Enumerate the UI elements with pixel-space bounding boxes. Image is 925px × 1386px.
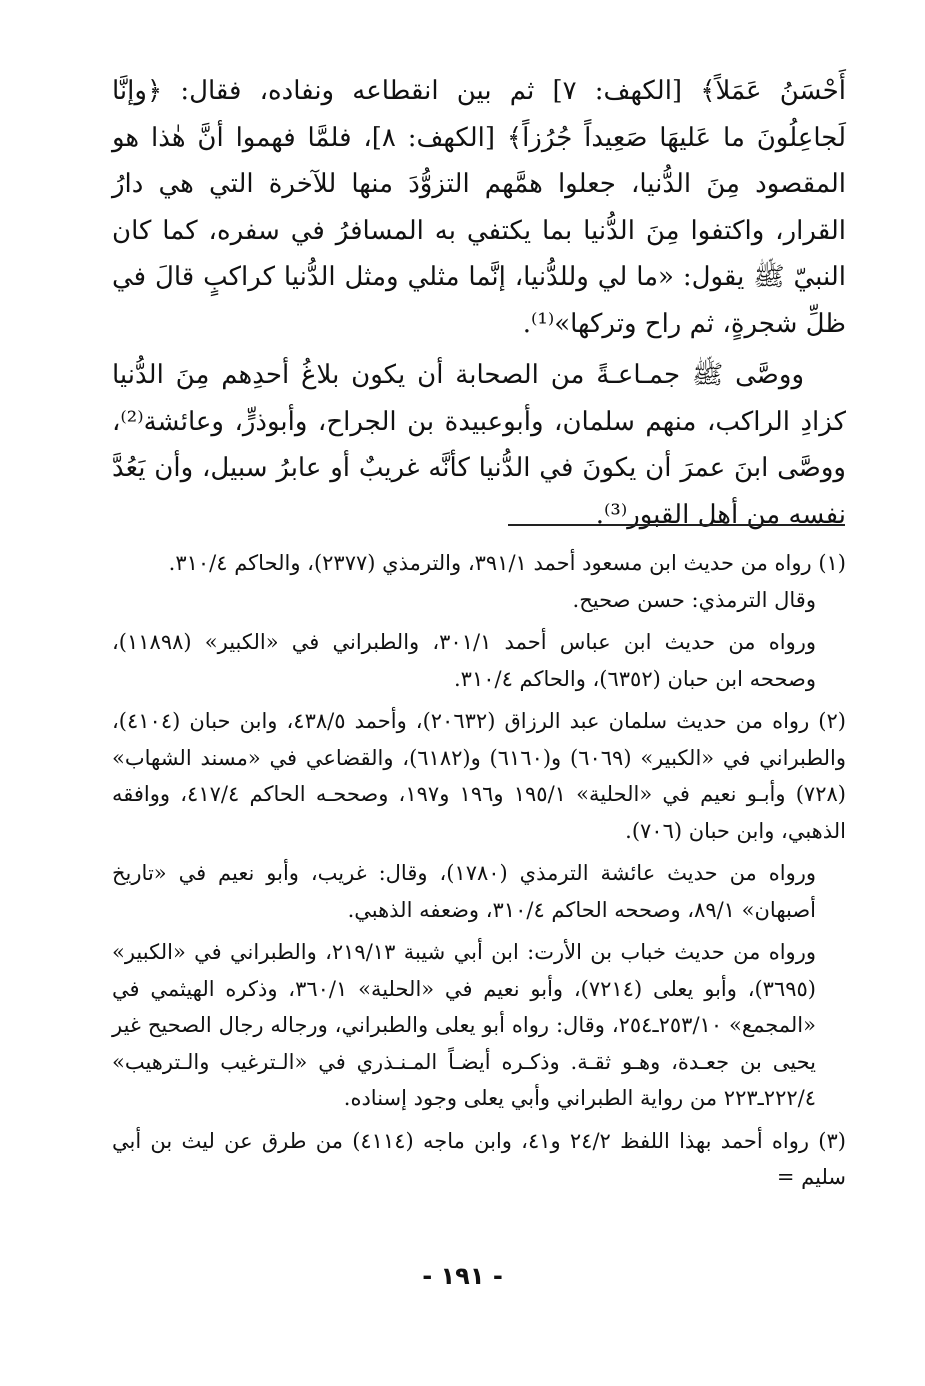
footnote-1: (١) رواه من حديث ابن مسعود أحمد ٣٩١/١، والترمذي (٢٣٧٧)، والحاكم ٣١٠/٤. [168, 551, 846, 575]
page-number: - ١٩١ - [422, 1262, 503, 1290]
body-paragraph-2: ووصَّى ﷺ جمـاعـةً من الصحابة أن يكون بلاغُ أحدِهم مِنَ الدُّنيا كزادِ الراكب، منهم سلمان، وأبوعبيدة بن الجراح، وأبوذرٍّ، وعائشة⁽²⁾، ووصَّى ابنَ عمرَ أن يكونَ في الدُّنيا كأنَّه غريبٌ أو عابرُ سبيل، وأن يَعُدَّ نفسه من أهل القبور⁽³⁾. [112, 360, 846, 530]
footnote-2-continuation: ورواه من حديث خباب بن الأرت: ابن أبي شيبة ٢١٩/١٣، والطبراني في «الكبير» (٣٦٩٥)، وأبو يعلى (٧٢١٤)، وأبو نعيم في «الحلية» ٣٦٠/١، وذكره الهيثمي في «المجمع» ٢٥٣/١٠ـ٢٥٤، وقال: رواه أبو يعلى والطبراني، ورجاله رجال الصحيح غير يحيى بن جعـدة، وهـو ثقـة. وذكـره أيضـاً المـنـذري في «الـترغيب والـترهيب» ٢٢٢/٤ـ٢٢٣ من رواية الطبراني وأبي يعلى وجود إسناده. [112, 940, 816, 1110]
main-text [112, 68, 846, 538]
body-paragraph-1: أَحْسَنُ عَمَلاً﴾ [الكهف: ٧] ثم بين انقطاعه ونفاده، فقال: ﴿وإنَّا لَجاعِلُونَ ما عَليهَا صَعِيداً جُرُزاً﴾ [الكهف: ٨]، فلمَّا فهموا أنَّ هٰذا هو المقصود مِنَ الدُّنيا، جعلوا همَّهم التزوُّدَ منها للآخرة التي هي دارُ القرار، واكتفوا مِنَ الدُّنيا بما يكتفي به المسافرُ في سفره، كما كان النبيّ ﷺ يقول: «ما لي وللدُّنيا، إنَّما مثلي ومثل الدُّنيا كراكبٍ قالَ في ظلِّ شجرةٍ، ثم راح وتركها»⁽¹⁾. [112, 76, 846, 339]
footnote-3: (٣) رواه أحمد بهذا اللفظ ٢٤/٢ و٤١، وابن ماجه (٤١١٤) من طرق عن ليث بن أبي سليم = [112, 1128, 846, 1189]
footnote-2-continuation: ورواه من حديث عائشة الترمذي (١٧٨٠)، وقال: غريب، وأبو نعيم في «تاريخ أصبهان» ٨٩/١، وصححه الحاكم ٣١٠/٤، وضعفه الذهبي. [112, 861, 816, 922]
footnote-1-continuation: ورواه من حديث ابن عباس أحمد ٣٠١/١، والطبراني في «الكبير» (١١٨٩٨)، وصححه ابن حبان (٦٣٥٢)، والحاكم ٣١٠/٤. [112, 630, 816, 691]
footnotes [112, 545, 846, 1196]
footnote-separator [508, 524, 845, 526]
footnote-2: (٢) رواه من حديث سلمان عبد الرزاق (٢٠٦٣٢)، وأحمد ٤٣٨/٥، وابن حبان (٤١٠٤)، والطبراني في «الكبير» (٦٠٦٩) و(٦١٦٠) و(٦١٨٢)، والقضاعي في «مسند الشهاب» (٧٢٨) وأبـو نعيم في «الحلية» ١٩٥/١ و١٩٦ و١٩٧، وصححـه الحاكم ٤١٧/٤، ووافقه الذهبي، وابن حبان (٧٠٦). [112, 709, 846, 843]
footnote-1-continuation: وقال الترمذي: حسن صحيح. [572, 587, 816, 612]
